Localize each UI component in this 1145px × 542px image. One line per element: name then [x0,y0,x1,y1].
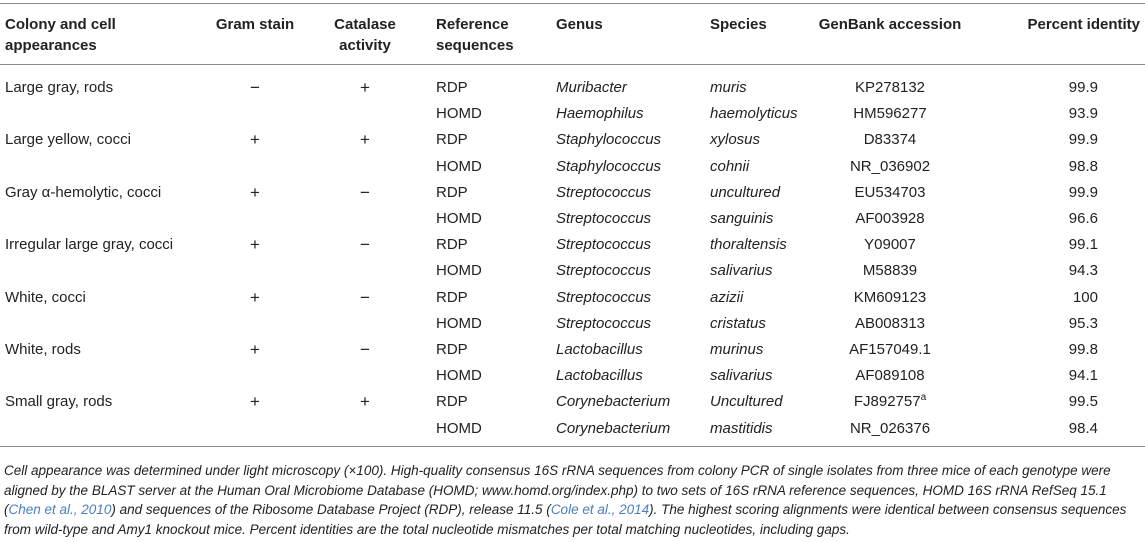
cell-reference: HOMD [436,314,482,332]
cell-identity: 96.6 [1068,210,1098,227]
cell-reference: RDP [436,79,468,96]
header-gram-stain: Gram stain [215,16,295,33]
cell-identity: 99.9 [1068,79,1098,96]
cell-colony: White, cocci [5,288,86,306]
cell-colony: Gray α-hemolytic, cocci [5,183,162,201]
cell-identity: 100 [1072,288,1098,306]
cell-reference: HOMD [436,262,482,280]
cell-species: salivarius [710,367,773,385]
citation-cole-link[interactable]: Cole et al., 2014 [550,502,650,517]
cell-genus: Haemophilus [556,105,644,123]
cell-genbank: KP278132 [854,79,926,96]
cell-gram-stain: + [250,392,260,412]
cell-species: Uncultured [710,393,783,411]
cell-reference: HOMD [436,105,482,123]
cell-species: azizii [710,288,744,306]
cell-colony: Large yellow, cocci [5,131,131,149]
cell-genbank: NR_036902 [849,157,931,175]
cell-genus: Staphylococcus [556,157,662,175]
cell-gram-stain: − [250,78,260,97]
cell-genbank: NR_026376 [849,419,931,437]
cell-identity: 98.4 [1068,419,1098,437]
citation-chen-link[interactable]: Chen et al., 2010 [8,502,112,517]
footnote-text-1: Cell appearance was determined under light microscopy (×100). High-quality consensus 16S rRNA sequences from colony PCR of single isolates from three mice of each genotype were aligned by the BLAST server at the Human Oral Microbiome Database (HOMD; www.homd.org/index.php) to two sets of 16S rRNA reference sequences, HOMD 16S rRNA RefSeq 15.1 ( [4,463,1111,517]
footnote-marker: a [920,392,927,404]
cell-genbank: AF157049.1 [849,341,931,358]
cell-reference: RDP [436,236,468,254]
cell-colony: Large gray, rods [5,79,114,96]
cell-gram-stain: + [250,235,260,255]
cell-catalase: + [360,78,370,97]
cell-genus: Streptococcus [556,183,652,201]
cell-genbank: AB008313 [854,314,926,332]
cell-catalase: − [360,182,370,202]
cell-species: xylosus [710,131,761,149]
cell-gram-stain: + [250,340,260,359]
cell-identity: 99.5 [1068,393,1098,411]
cell-identity: 94.1 [1068,367,1098,385]
cell-genbank: FJ892757$^a$ [853,392,927,411]
header-genus: Genus [556,16,603,33]
cell-catalase: − [360,340,370,359]
cell-catalase: + [360,130,370,150]
cell-genus: Lactobacillus [556,367,643,385]
cell-species: muris [710,79,747,96]
cell-genus: Streptococcus [556,236,652,254]
cell-catalase: + [360,392,370,412]
cell-genus: Corynebacterium [556,393,671,411]
cell-genus: Corynebacterium [556,419,671,437]
cell-species: mastitidis [710,419,773,437]
cell-genbank: M58839 [862,262,918,280]
cell-gram-stain: + [250,287,260,307]
cell-genus: Streptococcus [556,210,652,227]
cell-reference: HOMD [436,419,482,437]
header-identity: Percent identity [1027,16,1140,33]
cell-reference: RDP [436,183,468,201]
header-catalase: Catalase activity [334,16,396,54]
table-footnote [4,461,1142,539]
cell-reference: RDP [436,341,468,358]
footnote-text-3: ). The highest scoring alignments were identical between consensus sequences from wild-type and Amy1 knockout mice. Percent identities are the total nucleotide mismatches per total matching nucleotides, including gaps. [4,502,1127,537]
cell-identity: 93.9 [1068,105,1098,123]
cell-reference: HOMD [436,210,482,227]
cell-reference: RDP [436,393,468,411]
cell-species: sanguinis [710,210,774,227]
cell-identity: 95.3 [1068,314,1098,332]
cell-identity: 94.3 [1068,262,1098,280]
cell-genbank: D83374 [863,131,917,149]
cell-reference: HOMD [436,157,482,175]
cell-genus: Muribacter [556,79,627,96]
cell-genus: Lactobacillus [556,341,643,358]
footnote-text-2: ) and sequences of the Ribosome Database Project (RDP), release 11.5 ( [111,502,551,517]
header-species: Species [710,16,767,33]
cell-genbank: EU534703 [854,183,926,201]
cell-reference: RDP [436,131,468,149]
header-genbank: GenBank accession [818,16,962,33]
cell-catalase: − [360,235,370,255]
cell-genbank: KM609123 [853,288,927,306]
cell-species: salivarius [710,262,773,280]
cell-genbank: AF003928 [855,210,925,227]
cell-genbank: Y09007 [864,236,916,254]
header-reference: Reference sequences [436,16,514,54]
cell-colony: Irregular large gray, cocci [5,236,174,254]
header-colony: Colony and cell appearances [5,16,116,54]
cell-species: thoraltensis [710,236,787,254]
cell-reference: RDP [436,288,468,306]
cell-genbank: AF089108 [855,367,925,385]
cell-genbank: HM596277 [853,105,927,123]
cell-colony: White, rods [5,341,81,358]
cell-genus: Staphylococcus [556,131,662,149]
cell-colony: Small gray, rods [5,393,113,411]
cell-identity: 99.8 [1068,341,1098,358]
cell-reference: HOMD [436,367,482,385]
cell-species: uncultured [710,183,781,201]
top-rule [0,3,1145,4]
cell-identity: 98.8 [1068,157,1098,175]
cell-species: cristatus [710,314,766,332]
cell-gram-stain: + [250,130,260,150]
cell-species: murinus [710,341,764,358]
cell-species: haemolyticus [710,105,798,123]
cell-species: cohnii [710,157,750,175]
cell-genus: Streptococcus [556,314,652,332]
cell-genus: Streptococcus [556,288,652,306]
cell-identity: 99.9 [1068,131,1098,149]
cell-identity: 99.1 [1068,236,1098,254]
cell-gram-stain: + [250,182,260,202]
cell-genus: Streptococcus [556,262,652,280]
header-rule [0,64,1145,65]
cell-identity: 99.9 [1068,183,1098,201]
cell-catalase: − [360,287,370,307]
bottom-rule [0,446,1145,447]
